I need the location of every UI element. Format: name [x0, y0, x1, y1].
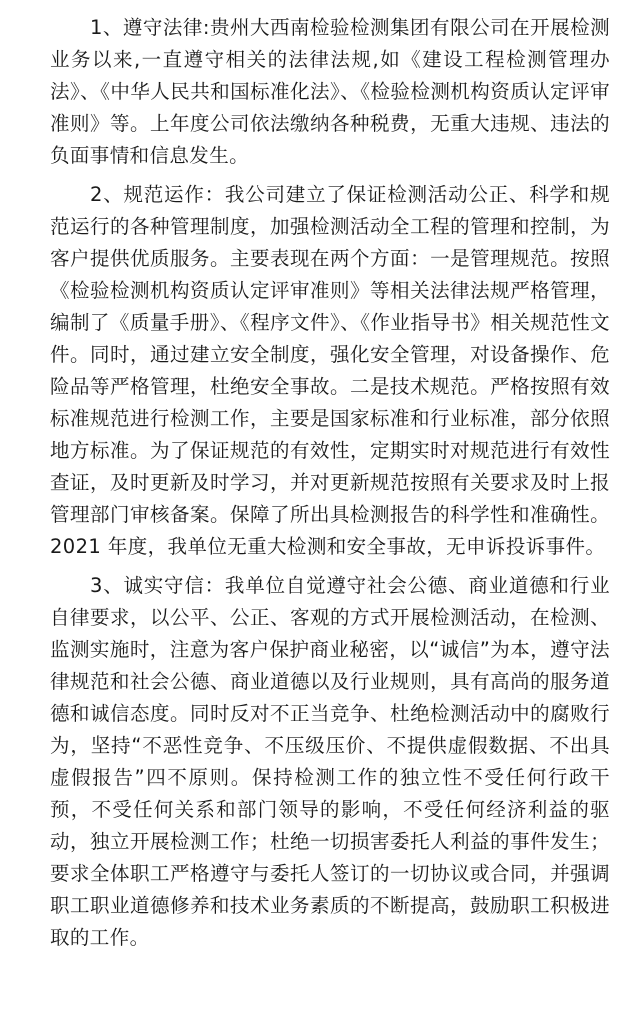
- paragraph-law-compliance: 1、遵守法律:贵州大西南检验检测集团有限公司在开展检测业务以来,一直遵守相关的法律法规,如《建设工程检测管理办法》、《中华人民共和国标准化法》、《检验检测机构资质认定评审准则》等。上年度公司依法缴纳各种税费，无重大违规、违法的负面事情和信息发生。: [50, 16, 610, 167]
- paragraph-standard-operation: 2、规范运作：我公司建立了保证检测活动公正、科学和规范运行的各种管理制度，加强检测活动全工程的管理和控制，为客户提供优质服务。主要表现在两个方面：一是管理规范。按照《检验检测机构资质认定评审准则》等相关法律法规严格管理，编制了《质量手册》、《程序文件》、《作业指导书》相关规范性文件。同时，通过建立安全制度，强化安全管理，对设备操作、危险品等严格管理，杜绝安全事故。二是技术规范。严格按照有效标准规范进行检测工作，主要是国家标准和行业标准，部分依照地方标准。为了保证规范的有效性，定期实时对规范进行有效性查证，及时更新及时学习，并对更新规范按照有关要求及时上报管理部门审核备案。保障了所出具检测报告的科学性和准确性。2021 年度，我单位无重大检测和安全事故，无申诉投诉事件。: [50, 183, 610, 558]
- paragraph-integrity: 3、诚实守信：我单位自觉遵守社会公德、商业道德和行业自律要求，以公平、公正、客观的方式开展检测活动，在检测、监测实施时，注意为客户保护商业秘密，以“诚信”为本，遵守法律规范和社会公德、商业道德以及行业规则，具有高尚的服务道德和诚信态度。同时反对不正当竞争、杜绝检测活动中的腐败行为，坚持“不恶性竞争、不压级压价、不提供虚假数据、不出具虚假报告”四不原则。保持检测工作的独立性不受任何行政干预，不受任何关系和部门领导的影响，不受任何经济利益的驱动，独立开展检测工作；杜绝一切损害委托人利益的事件发生；要求全体职工严格遵守与委托人签订的一切协议或合同，并强调职工职业道德修养和技术业务素质的不断提高，鼓励职工积极进取的工作。: [50, 574, 610, 949]
